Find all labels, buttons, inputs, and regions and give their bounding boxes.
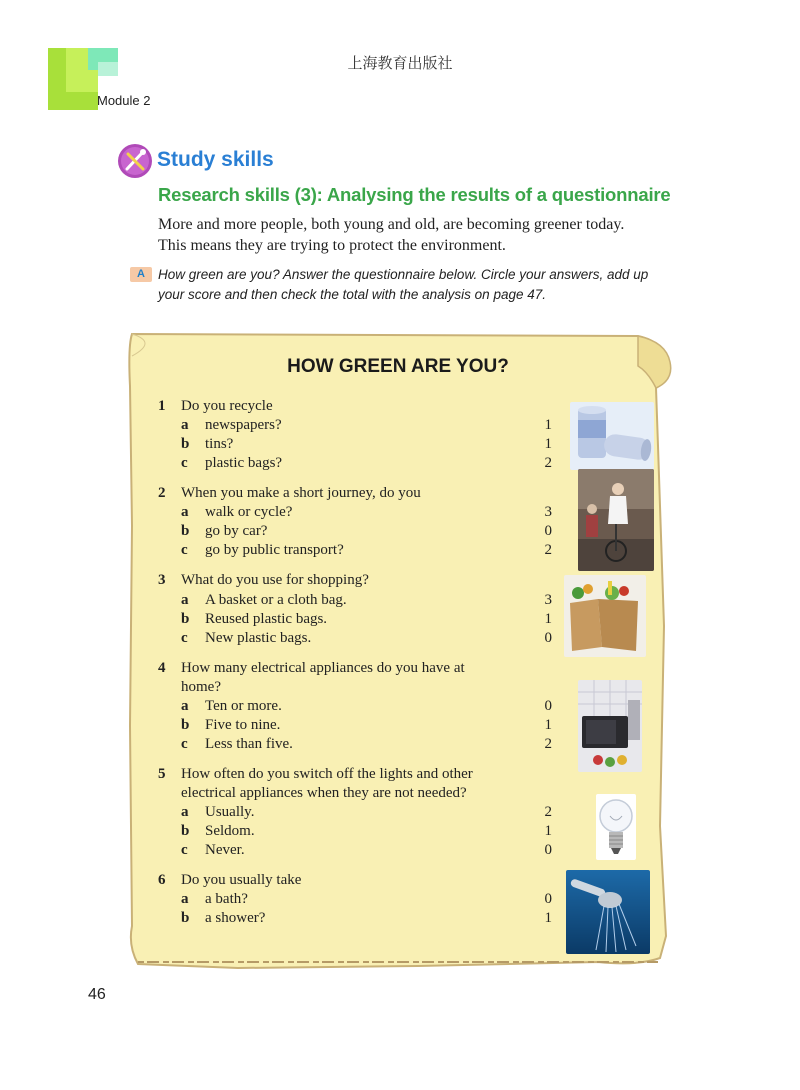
option-score: 1 bbox=[544, 436, 552, 452]
study-skills-icon bbox=[117, 143, 153, 179]
question-number: 5 bbox=[158, 766, 166, 782]
option-letter[interactable]: c bbox=[181, 542, 188, 558]
option-score: 0 bbox=[544, 523, 552, 539]
intro-paragraph bbox=[158, 214, 698, 256]
question-number: 1 bbox=[158, 398, 166, 414]
option-text[interactable]: newspapers? bbox=[205, 417, 282, 433]
option-letter[interactable]: c bbox=[181, 842, 188, 858]
option-score: 2 bbox=[544, 736, 552, 752]
option-score: 1 bbox=[544, 910, 552, 926]
kitchen-appliances-photo bbox=[578, 680, 642, 772]
question-text: Do you recycle bbox=[181, 398, 273, 414]
question-number: 3 bbox=[158, 572, 166, 588]
option-score: 2 bbox=[544, 804, 552, 820]
option-letter[interactable]: c bbox=[181, 630, 188, 646]
activity-instruction bbox=[158, 265, 698, 305]
option-letter[interactable]: c bbox=[181, 455, 188, 471]
question-text: home? bbox=[181, 679, 221, 695]
option-score: 0 bbox=[544, 630, 552, 646]
option-score: 1 bbox=[544, 417, 552, 433]
question-text: Do you usually take bbox=[181, 872, 302, 888]
option-score: 0 bbox=[544, 842, 552, 858]
option-letter[interactable]: a bbox=[181, 891, 189, 907]
option-text[interactable]: go by car? bbox=[205, 523, 268, 539]
option-score: 0 bbox=[544, 891, 552, 907]
option-text[interactable]: go by public transport? bbox=[205, 542, 344, 558]
page-number: 46 bbox=[88, 986, 106, 1003]
option-letter[interactable]: b bbox=[181, 611, 190, 627]
option-score: 1 bbox=[544, 823, 552, 839]
option-text[interactable]: walk or cycle? bbox=[205, 504, 293, 520]
questionnaire-title: HOW GREEN ARE YOU? bbox=[287, 356, 509, 377]
option-letter[interactable]: a bbox=[181, 417, 189, 433]
option-text[interactable]: a bath? bbox=[205, 891, 248, 907]
question-text: What do you use for shopping? bbox=[181, 572, 369, 588]
option-text[interactable]: New plastic bags. bbox=[205, 630, 312, 646]
option-text[interactable]: tins? bbox=[205, 436, 234, 452]
instruction-line: How green are you? Answer the questionnaire below. Circle your answers, add up bbox=[158, 267, 649, 282]
intro-line: More and more people, both young and old, are becoming greener today. bbox=[158, 216, 625, 233]
question-number: 4 bbox=[158, 660, 166, 676]
option-text[interactable]: A basket or a cloth bag. bbox=[205, 592, 347, 608]
option-letter[interactable]: b bbox=[181, 523, 190, 539]
module-label: Module 2 bbox=[97, 93, 151, 108]
option-score: 2 bbox=[544, 542, 552, 558]
activity-label: A bbox=[130, 267, 152, 282]
option-text[interactable]: Seldom. bbox=[205, 823, 255, 839]
option-letter[interactable]: a bbox=[181, 698, 189, 714]
option-letter[interactable]: a bbox=[181, 592, 189, 608]
option-letter[interactable]: c bbox=[181, 736, 188, 752]
option-text[interactable]: Usually. bbox=[205, 804, 255, 820]
question-text: How often do you switch off the lights and other bbox=[181, 766, 473, 782]
option-text[interactable]: Reused plastic bags. bbox=[205, 611, 328, 627]
option-score: 0 bbox=[544, 698, 552, 714]
option-letter[interactable]: b bbox=[181, 910, 190, 926]
question-text: How many electrical appliances do you have at bbox=[181, 660, 465, 676]
shower-head-photo bbox=[566, 870, 650, 954]
option-letter[interactable]: a bbox=[181, 804, 189, 820]
option-text[interactable]: Five to nine. bbox=[205, 717, 281, 733]
question-number: 2 bbox=[158, 485, 166, 501]
light-bulb-photo bbox=[596, 794, 636, 860]
option-score: 1 bbox=[544, 611, 552, 627]
option-text[interactable]: Less than five. bbox=[205, 736, 293, 752]
intro-line: This means they are trying to protect the environment. bbox=[158, 237, 506, 254]
option-text[interactable]: Ten or more. bbox=[205, 698, 282, 714]
section-title: Study skills bbox=[157, 148, 274, 171]
option-score: 3 bbox=[544, 504, 552, 520]
publisher-name: 上海教育出版社 bbox=[347, 54, 453, 72]
option-letter[interactable]: b bbox=[181, 823, 190, 839]
option-score: 3 bbox=[544, 592, 552, 608]
option-score: 2 bbox=[544, 455, 552, 471]
section-subtitle: Research skills (3): Analysing the results of a questionnaire bbox=[158, 184, 671, 205]
recycling-tins-photo bbox=[570, 402, 654, 470]
option-text[interactable]: plastic bags? bbox=[205, 455, 283, 471]
question-text: electrical appliances when they are not needed? bbox=[181, 785, 467, 801]
instruction-line: your score and then check the total with the analysis on page 47. bbox=[158, 287, 546, 302]
option-score: 1 bbox=[544, 717, 552, 733]
option-letter[interactable]: b bbox=[181, 717, 190, 733]
option-text[interactable]: a shower? bbox=[205, 910, 266, 926]
option-letter[interactable]: a bbox=[181, 504, 189, 520]
cyclist-photo bbox=[578, 469, 654, 571]
question-text: When you make a short journey, do you bbox=[181, 485, 421, 501]
option-text[interactable]: Never. bbox=[205, 842, 245, 858]
question-number: 6 bbox=[158, 872, 166, 888]
shopping-bags-photo bbox=[564, 575, 646, 657]
option-letter[interactable]: b bbox=[181, 436, 190, 452]
